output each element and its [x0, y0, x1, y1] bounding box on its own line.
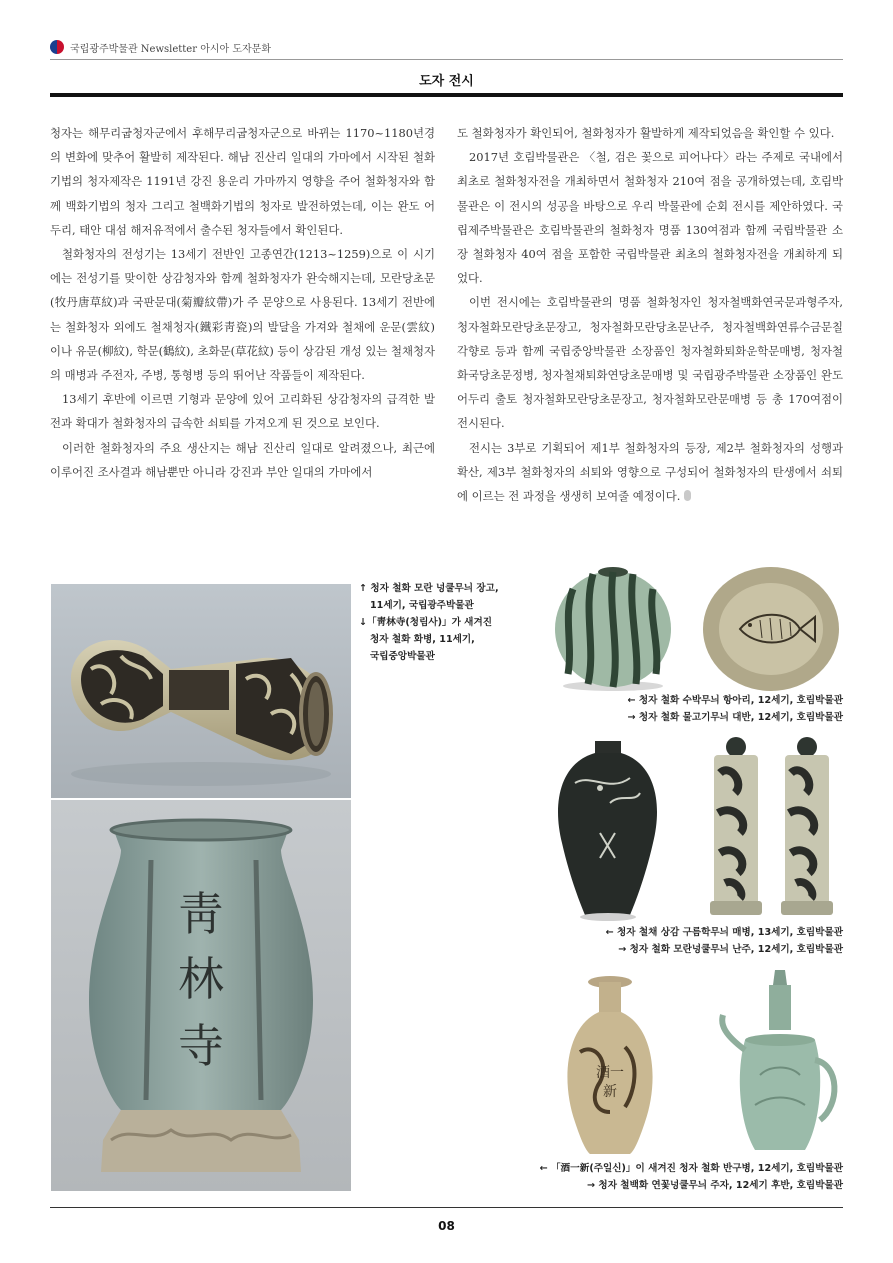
left-paragraph-3: 13세기 후반에 이르면 기형과 문양에 있어 고리화된 상감청자의 급격한 발전과 확대가 철화청자의 급속한 쇠퇴를 가져오게 된 것으로 보인다. [50, 392, 435, 431]
left-paragraph-2: 철화청자의 전성기는 13세기 전반인 고종연간(1213~1259)으로 이 시기에는 전성기를 맞이한 상감청자와 함께 철화청자가 완숙해지는데, 모란당초문(牧丹唐草紋)과 국판문대(菊瓣紋帶)가 주 문양으로 사용된다. 13세기 전반에는 철화청자 외에도 철채청자(鐵彩靑瓷)의 발달을 가져와 철채에 운문(雲紋)이나 유문(柳紋), 학문(鶴紋), 초화문(草花紋) 등이 상감된 개성 있는 철채청자의 매병과 주전자, 주병, 통형병 등의 뛰어난 작품들이 제작된다. [50, 247, 435, 383]
footer-rule [50, 1207, 843, 1208]
caption-line: ← 「酒一新(주일신)」이 새겨진 청자 철화 반구병, 12세기, 호림박물관 [539, 1163, 843, 1174]
caption-maebyeong-stands [528, 924, 843, 958]
caption-line: → 청자 철백화 연꽃넝쿨무늬 주자, 12세기 후반, 호림박물관 [587, 1180, 843, 1191]
caption-line: ← 청자 철화 수박무늬 항아리, 12세기, 호림박물관 [627, 695, 843, 706]
caption-bottle-ewer [528, 1160, 843, 1194]
right-paragraph-3: 이번 전시에는 호림박물관의 명품 철화청자인 청자철백화연국문과형주자, 청자철화모란당초문장고, 청자철화모란당초문난주, 청자철백화연류수금문칠각향로 등과 함께 국립중앙박물관 소장품인 청자철화퇴화운학문매병, 청자철화국당초문정병, 청자철채퇴화연당초문매병 및 국립광주박물관 소장품인 완도 어두리 출토 청자철화모란당초문장고, 청자철화모란문매병 등 총 170여점이 전시된다. [457, 295, 843, 431]
caption-left-photos [359, 580, 499, 665]
watermelon-jar-photo [528, 554, 698, 694]
vase-inscription-3: 寺 [178, 1019, 224, 1073]
title-rule [50, 93, 843, 97]
page-number: 08 [438, 1219, 455, 1233]
caption-line: 11세기, 국립광주박물관 [370, 600, 474, 611]
vase-inscription-2: 林 [178, 952, 224, 1006]
caption-line: ↑ 청자 철화 모란 넝쿨무늬 장고, [359, 583, 499, 594]
section-title: 도자 전시 [419, 74, 474, 89]
right-column [457, 121, 843, 508]
left-column [50, 121, 435, 484]
caption-jar-plate [528, 692, 843, 726]
vase-inscription-1: 靑 [178, 887, 224, 941]
left-paragraph-1: 청자는 해무리굽청자군에서 후해무리굽청자군으로 바뀌는 1170~1180년경의 변화에 맞추어 활발히 제작된다. 해남 진산리 일대의 가마에서 시작된 철화기법의 청자제작은 1191년 강진 용운리 가마까지 영향을 주어 철화청자와 함께 백화기법의 청자 그리고 철백화기법의 청자로 발전하였는데, 이는 완도 어두리, 태안 대섬 해저유적에서 출수된 청자들에서 확인된다. [50, 126, 435, 237]
janggo-drum-photo [51, 584, 351, 798]
bottle-inscription: 酒一 [596, 1065, 624, 1081]
museum-logo-icon [50, 40, 64, 54]
right-paragraph-2: 2017년 호림박물관은 〈철, 검은 꽃으로 피어나다〉라는 주제로 국내에서 최초로 철화청자전을 개최하면서 철화청자 210여 점을 공개하였는데, 호림박물관은 이 전시의 성공을 바탕으로 우리 박물관에 순회 전시를 제안하였다. 국립제주박물관은 호림박물관의 철화청자 명품 130여점과 함께 국립박물관 소장 철화청자 40여 점을 포함한 국립박물관 최초의 철화청자전을 개최하게 되었다. [457, 150, 843, 286]
right-paragraph-4-text: 전시는 3부로 기획되어 제1부 철화청자의 등장, 제2부 철화청자의 성행과 확산, 제3부 철화청자의 쇠퇴와 영향으로 구성되어 철화청자의 탄생에서 쇠퇴에 이르는 전 과정을 생생히 보여줄 예정이다. [457, 440, 843, 504]
caption-line: ↓「靑林寺(청림사)」가 새겨진 [359, 617, 492, 628]
caption-line: ← 청자 철채 상감 구름학무늬 매병, 13세기, 호림박물관 [605, 927, 843, 938]
peony-stands-photo [700, 733, 843, 923]
caption-line: → 청자 철화 물고기무늬 대반, 12세기, 호림박물관 [627, 712, 843, 723]
caption-line: 국립중앙박물관 [370, 651, 435, 662]
caption-line: 청자 철화 화병, 11세기, [370, 634, 475, 645]
cheongnimsa-vase-photo [51, 800, 351, 1191]
left-paragraph-4: 이러한 철화청자의 주요 생산지는 해남 진산리 일대로 알려졌으나, 최근에 이루어진 조사결과 해남뿐만 아니라 강진과 부안 일대의 가마에서 [50, 440, 435, 479]
lotus-ewer-photo [715, 965, 843, 1160]
iron-glazed-maebyeong-photo [540, 733, 675, 923]
newsletter-header [50, 36, 843, 58]
fish-plate-photo [700, 565, 843, 693]
right-paragraph-4 [457, 436, 843, 509]
caption-line: → 청자 철화 모란넝쿨무늬 난주, 12세기, 호림박물관 [618, 944, 843, 955]
end-mark-icon [684, 490, 691, 501]
header-text: 국립광주박물관 Newsletter 아시아 도자문화 [70, 43, 271, 55]
header-rule [50, 59, 843, 60]
right-paragraph-1: 도 철화청자가 확인되어, 철화청자가 활발하게 제작되었음을 확인할 수 있다. [457, 126, 835, 140]
bottle-inscription-2: 新 [603, 1084, 617, 1100]
juilsin-bottle-photo [555, 972, 665, 1160]
